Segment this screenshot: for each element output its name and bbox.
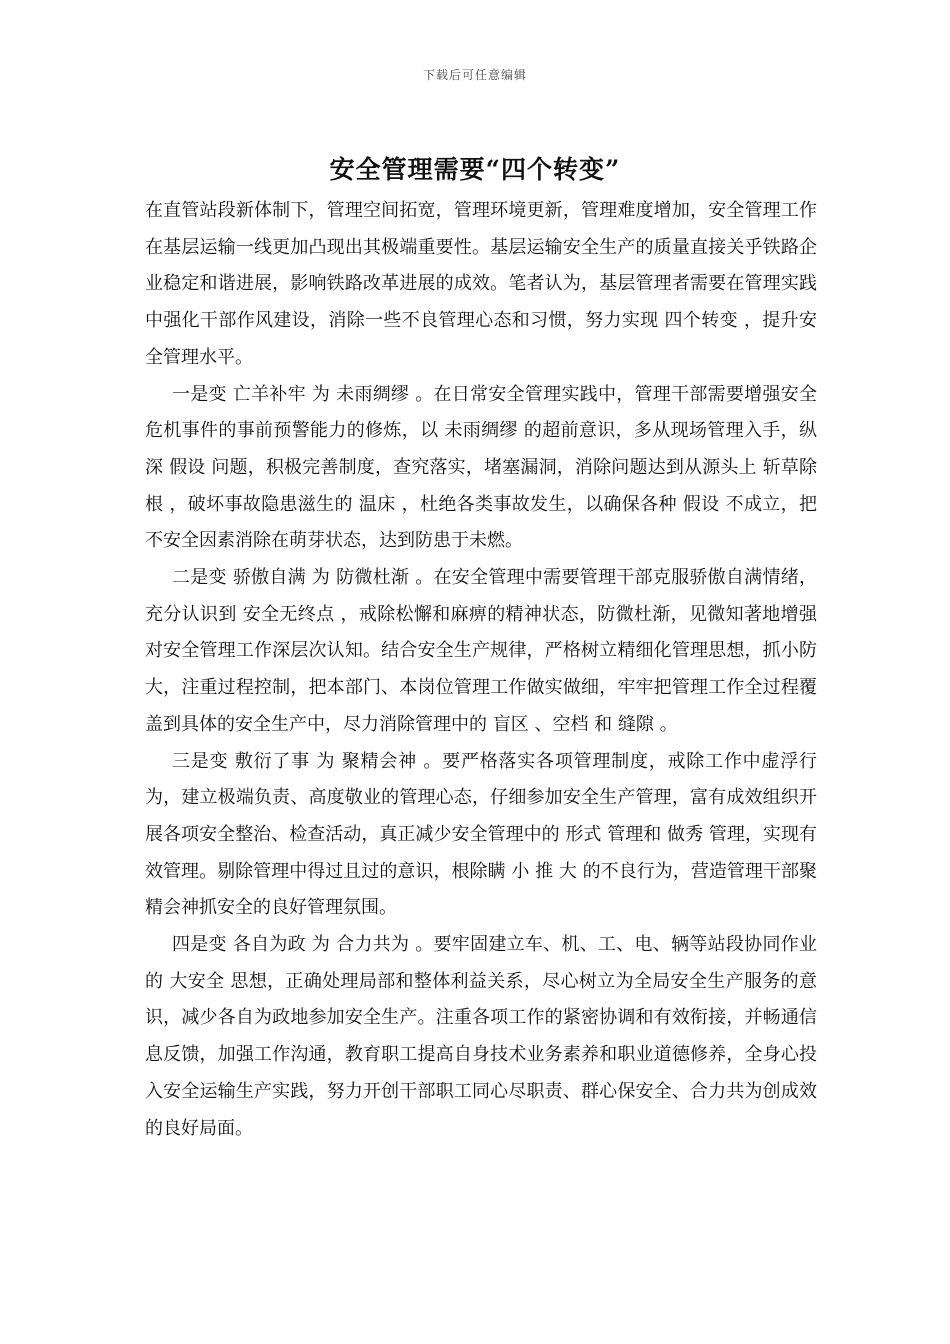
header-note: 下载后可任意编辑	[422, 68, 527, 82]
paragraph-fourth-change: 四是变 各自为政 为 合力共为 。要牢固建立车、机、工、电、辆等站段协同作业的 大安全 思想，正确处理局部和整体利益关系，尽心树立为全局安全生产服务的意识，减少各自为政地参加安全生产。注重各项工作的紧密协调和有效衔接，并畅通信息反馈，加强工作沟通，教育职工提高自身技术业务素养和职业道德修养，全身心投入安全运输生产实践，努力开创干部职工同心尽职责、群心保安全、合力共为创成效的良好局面。	[145, 934, 817, 1139]
paragraph-third-change: 三是变 敷衍了事 为 聚精会神 。要严格落实各项管理制度，戒除工作中虚浮行为，建立极端负责、高度敬业的管理心态，仔细参加安全生产管理，富有成效组织开展各项安全整治、检查活动，真正减少安全管理中的 形式 管理和 做秀 管理，实现有效管理。剔除管理中得过且过的意识，根除瞒 小 推 大 的不良行为，营造管理干部聚精会神抓安全的良好管理氛围。	[145, 750, 817, 919]
intro-paragraph: 在直管站段新体制下，管理空间拓宽，管理环境更新，管理难度增加，安全管理工作在基层运输一线更加凸现出其极端重要性。基层运输安全生产的质量直接关乎铁路企业稳定和谐进展，影响铁路改革进展的成效。笔者认为，基层管理者需要在管理实践中强化干部作风建设，消除一些不良管理心态和习惯，努力实现 四个转变 ，提升安全管理水平。	[145, 200, 817, 368]
paragraph-first-change: 一是变 亡羊补牢 为 未雨绸缪 。在日常安全管理实践中，管理干部需要增强安全危机事件的事前预警能力的修炼，以 未雨绸缪 的超前意识，多从现场管理入手，纵深 假设 问题，积极完善制度，查究落实，堵塞漏洞，消除问题达到从源头上 斩草除根 ，破坏事故隐患滋生的 温床 ，杜绝各类事故发生，以确保各种 假设 不成立，把不安全因素消除在萌芽状态，达到防患于未燃。	[145, 383, 817, 552]
page-title: 安全管理需要“四个转变”	[329, 155, 621, 184]
paragraph-second-change: 二是变 骄傲自满 为 防微杜渐 。在安全管理中需要管理干部克服骄傲自满情绪，充分认识到 安全无终点 ，戒除松懈和麻痹的精神状态，防微杜渐，见微知著地增强对安全管理工作深层次认知。结合安全生产规律，严格树立精细化管理思想，抓小防大，注重过程控制，把本部门、本岗位管理工作做实做细，牢牢把管理工作全过程覆盖到具体的安全生产中，尽力消除管理中的 盲区 、空档 和 缝隙 。	[145, 567, 817, 735]
document-body	[145, 193, 817, 1147]
